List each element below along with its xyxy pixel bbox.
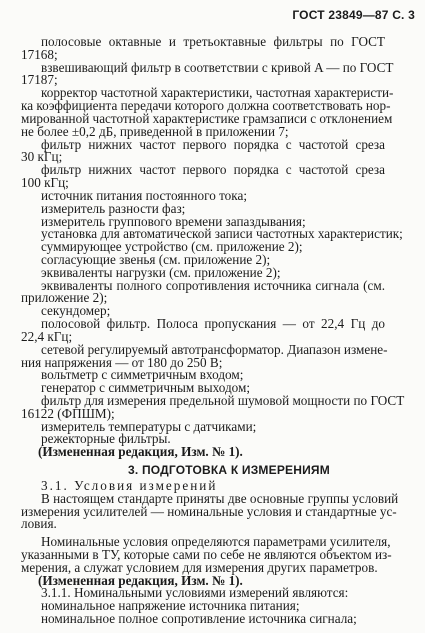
text-line: 17187;: [21, 72, 58, 88]
text-line: ка коэффициента передачи которого должна соответствовать нор-: [21, 98, 391, 114]
text-line: измеритель группового времени запаздывания;: [41, 213, 306, 229]
text-line: полосовые октавные и третьоктавные фильтры по ГОСТ: [41, 34, 385, 49]
text-line: установка для автоматической записи частотных характеристик;: [41, 226, 403, 242]
text-line: 17168;: [21, 46, 58, 62]
text-line: 22,4 кГц;: [21, 328, 73, 344]
text-line: полосовой фильтр. Полоса пропускания — от 22,4 Гц до: [41, 316, 385, 332]
text-line: измеритель разности фаз;: [41, 200, 186, 216]
text-line: источник питания постоянного тока;: [41, 187, 247, 203]
text-line: фильтр для измерения предельной шумовой мощности по ГОСТ: [41, 393, 405, 409]
text-line: режекторные фильтры.: [41, 431, 171, 447]
subsection-title: 3.1. Условия измерений: [41, 477, 218, 493]
text-line: 30 кГц;: [21, 149, 63, 165]
text-line: взвешивающий фильтр в соответствии с кривой A — по ГОСТ: [41, 59, 394, 75]
text-line: ния напряжения — от 180 до 250 В;: [21, 354, 223, 370]
text-line: В настоящем стандарте приняты две основные группы условий: [41, 490, 399, 506]
text-line: 100 кГц;: [21, 175, 69, 191]
text-line: номинальное напряжение источника питания;: [41, 598, 300, 614]
text-line: согласующие звенья (см. приложение 2);: [41, 251, 271, 267]
text-line: ловия.: [21, 516, 57, 532]
text-line: эквиваленты полного сопротивления источника сигнала (см.: [41, 277, 385, 293]
text-line: 16122 (ФПШМ);: [21, 405, 115, 421]
text-line: суммирующее устройство (см. приложение 2);: [41, 239, 303, 255]
text-line: приложение 2);: [21, 290, 108, 306]
text-line: эквиваленты нагрузки (см. приложение 2);: [41, 264, 281, 280]
text-line: 3.1.1. Номинальными условиями измерений являются:: [41, 585, 349, 601]
text-line: номинальное полное сопротивление источника сигнала;: [41, 611, 357, 626]
text-line: не более ±0,2 дБ, приведенной в приложении 7;: [21, 123, 289, 139]
text-line: вольтметр с симметричным входом;: [41, 367, 244, 383]
text-line: корректор частотной характеристики, частотная характеристи-: [41, 85, 394, 101]
text-line: мерения, а служат условием для измерения других параметров.: [21, 559, 378, 575]
text-line: генератор с симметричным выходом;: [41, 380, 251, 396]
text-line: секундомер;: [41, 303, 111, 319]
text-line: фильтр нижних частот первого порядка с частотой среза: [41, 136, 385, 152]
text-line: измеритель температуры с датчиками;: [41, 418, 257, 434]
amendment-note: (Измененная редакция, Изм. № 1).: [38, 572, 243, 588]
text-line: Номинальные условия определяются параметрами усилителя,: [41, 534, 391, 550]
text-line: измерения усилителей — номинальные условия и стандартные ус-: [21, 503, 397, 519]
page-header: ГОСТ 23849—87 С. 3: [292, 8, 415, 22]
section-heading: 3. ПОДГОТОВКА К ИЗМЕРЕНИЯМ: [128, 462, 330, 477]
text-line: мированной частотной характеристике грамзаписи с отклонением: [21, 110, 393, 126]
text-line: фильтр нижних частот первого порядка с частотой среза: [41, 162, 385, 178]
text-line: сетевой регулируемый автотрансформатор. Диапазон измене-: [41, 341, 388, 357]
amendment-note: (Измененная редакция, Изм. № 1).: [38, 444, 243, 460]
text-line: указанными в ТУ, которые сами по себе не являются объектом из-: [21, 546, 392, 562]
